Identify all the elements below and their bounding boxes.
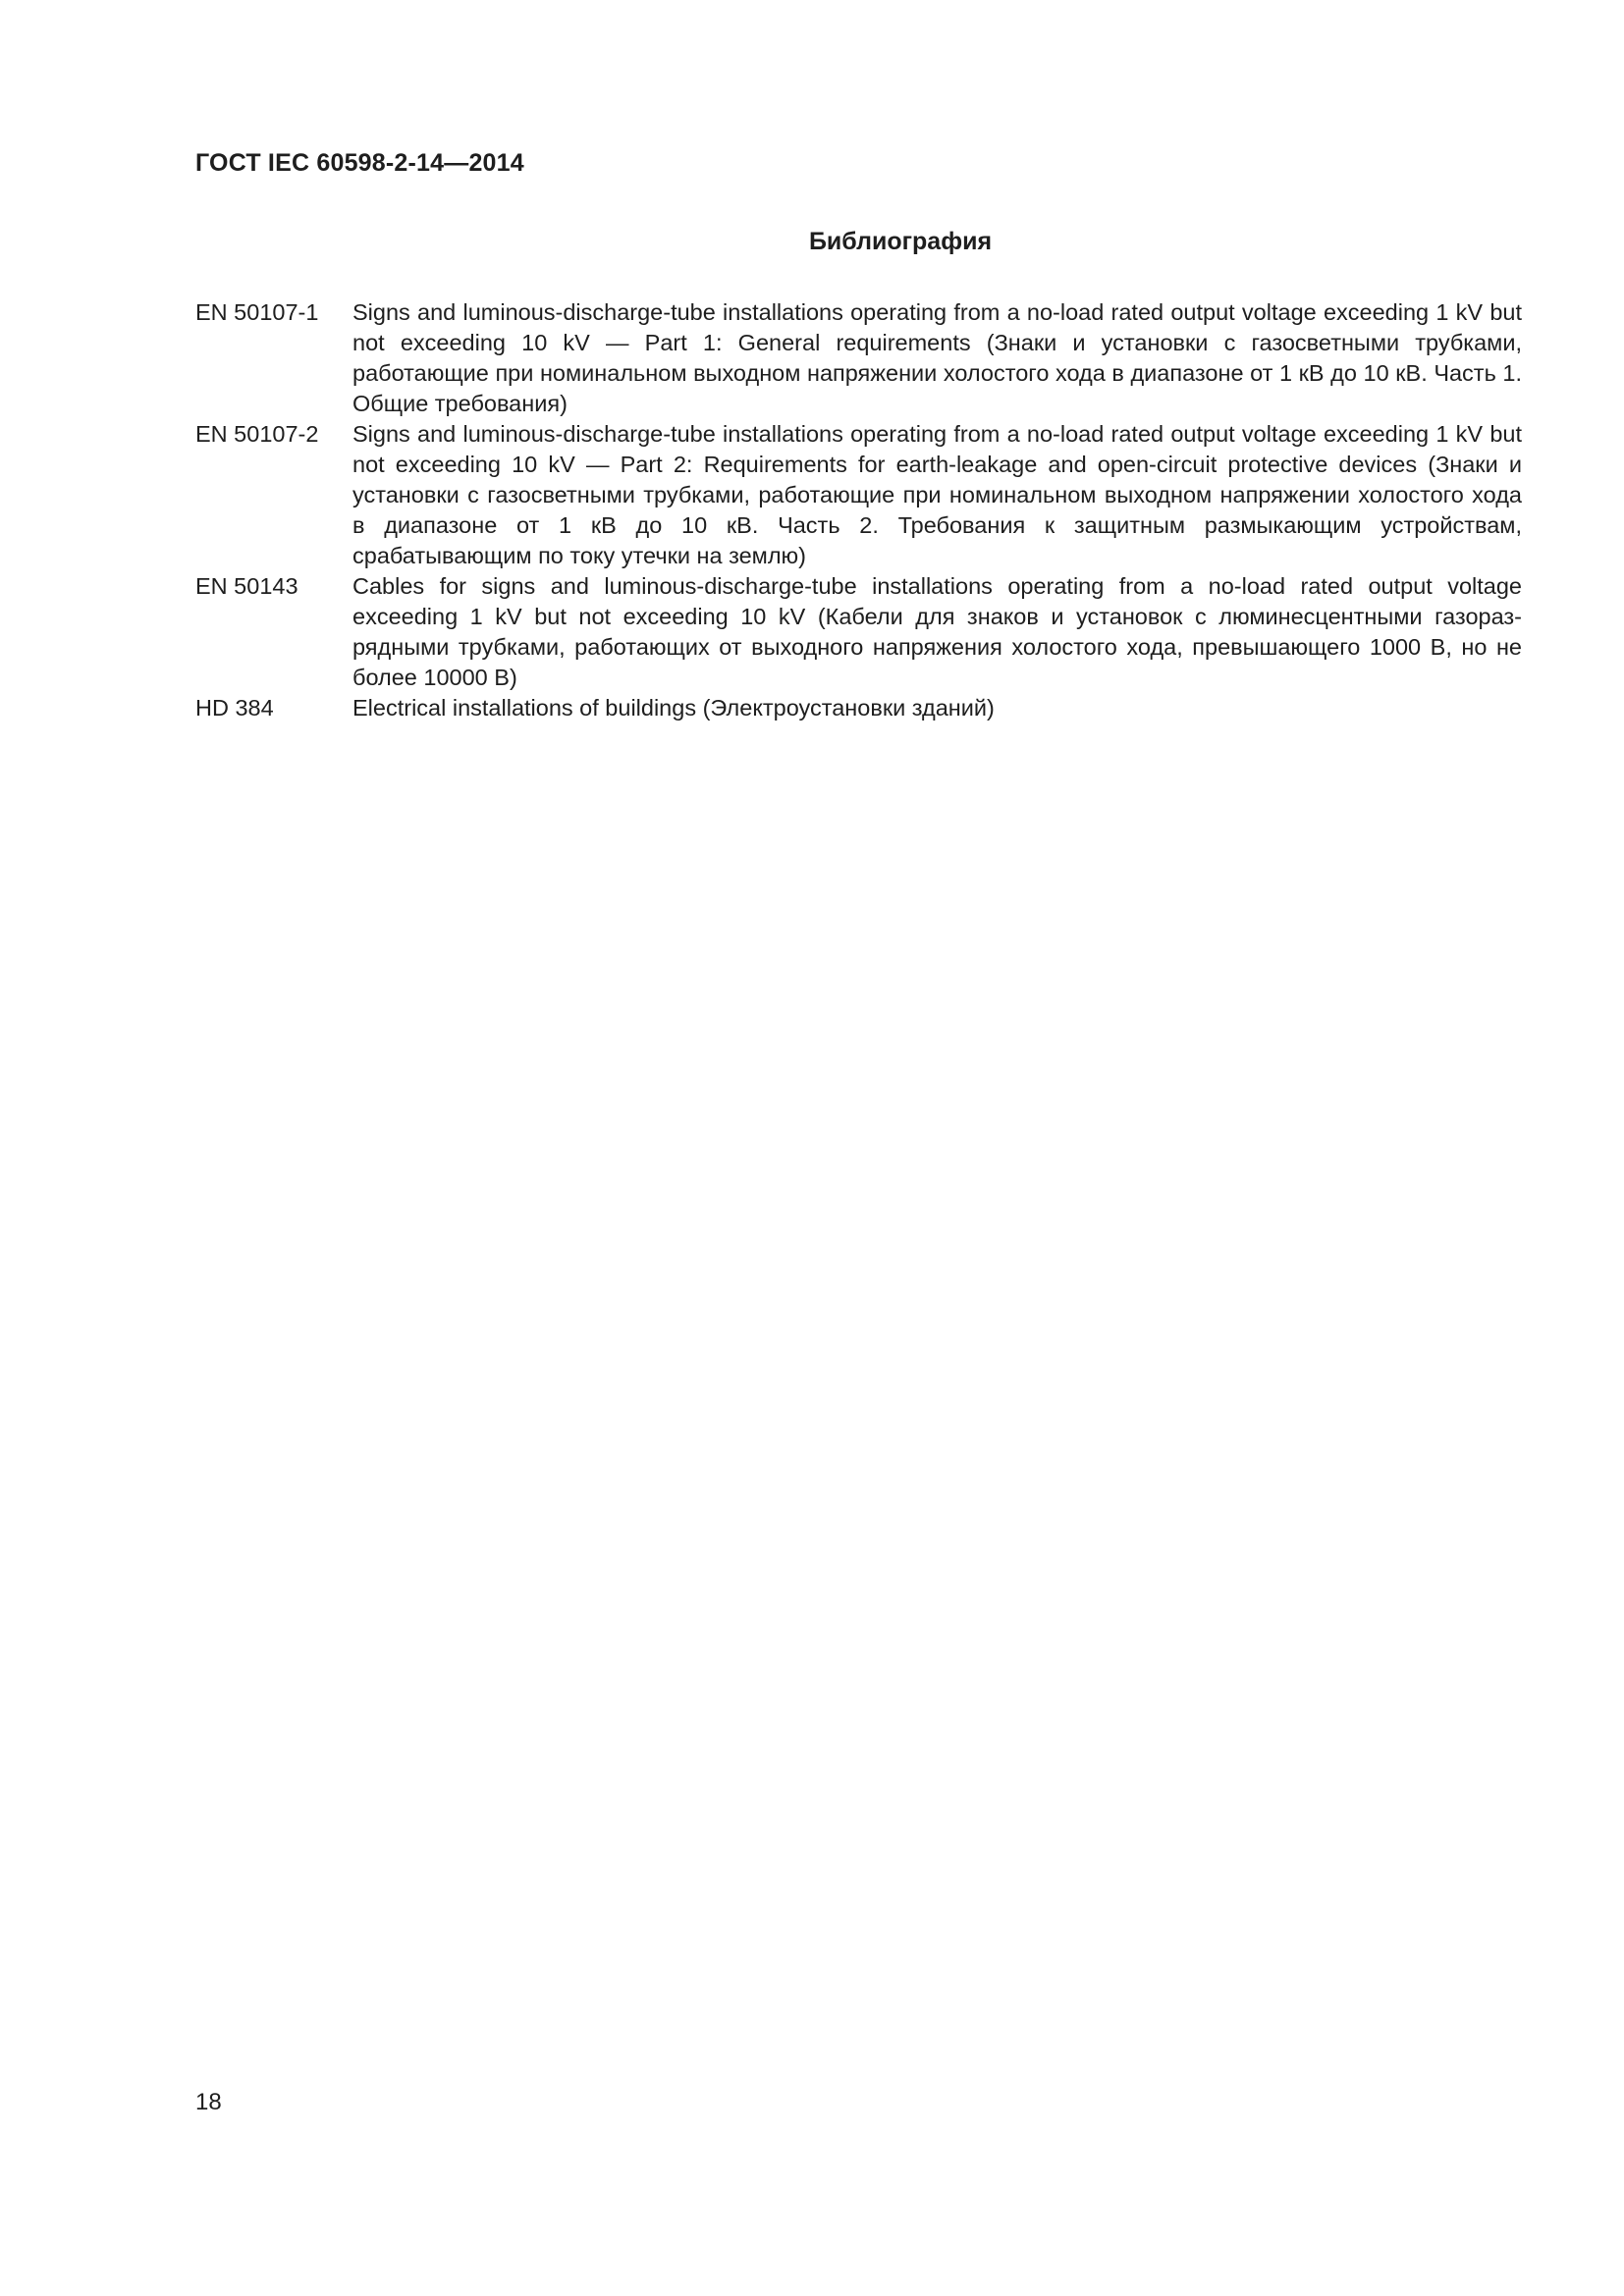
- section-title: [0, 228, 1624, 256]
- bibliography-code: EN 50143: [195, 573, 298, 599]
- bibliography-text: Electrical installations of buildings (Электроустановки зданий): [352, 695, 995, 721]
- bibliography-entry: [195, 693, 1522, 723]
- bibliography-entry: [195, 571, 1522, 693]
- section-title-text: Библиография: [808, 228, 993, 255]
- document-header-code: ГОСТ IEC 60598-2-14—2014: [195, 149, 524, 177]
- bibliography-code: HD 384: [195, 695, 274, 721]
- bibliography-list: [195, 297, 1522, 723]
- bibliography-entry: [195, 297, 1522, 419]
- bibliography-text: Cables for signs and luminous-discharge-tube installations operating from a no-load rated output voltage exceeding 1 kV but not exceeding 10 kV (Кабели для знаков и установок с люминесцентными газоразрядными трубками, работающих от выходного напряжения холостого хода, превышающего 1000 В, но не более 10000 В): [352, 573, 1522, 690]
- bibliography-code: EN 50107-2: [195, 421, 319, 447]
- bibliography-text: Signs and luminous-discharge-tube installations operating from a no-load rated output voltage exceeding 1 kV but not exceeding 10 kV — Part 2: Requirements for earth-leakage and open-circuit protective devices (Знаки и установки с газосветными трубками, работающие при номинальном выходном напряжении холостого хода в диапазоне от 1 кВ до 10 кВ. Часть 2. Требования к защитным размыкающим устройствам, срабатывающим по току утечки на землю): [352, 421, 1522, 568]
- bibliography-text: Signs and luminous-discharge-tube installations operating from a no-load rated output voltage exceeding 1 kV but not exceeding 10 kV — Part 1: General requirements (Знаки и установки с газосветными трубками, работающие при номинальном выходном напряжении холостого хода в диапазоне от 1 кВ до 10 кВ. Часть 1. Общие требования): [352, 299, 1522, 416]
- bibliography-entry: [195, 419, 1522, 571]
- bibliography-code: EN 50107-1: [195, 299, 319, 325]
- page-number: 18: [195, 2089, 222, 2115]
